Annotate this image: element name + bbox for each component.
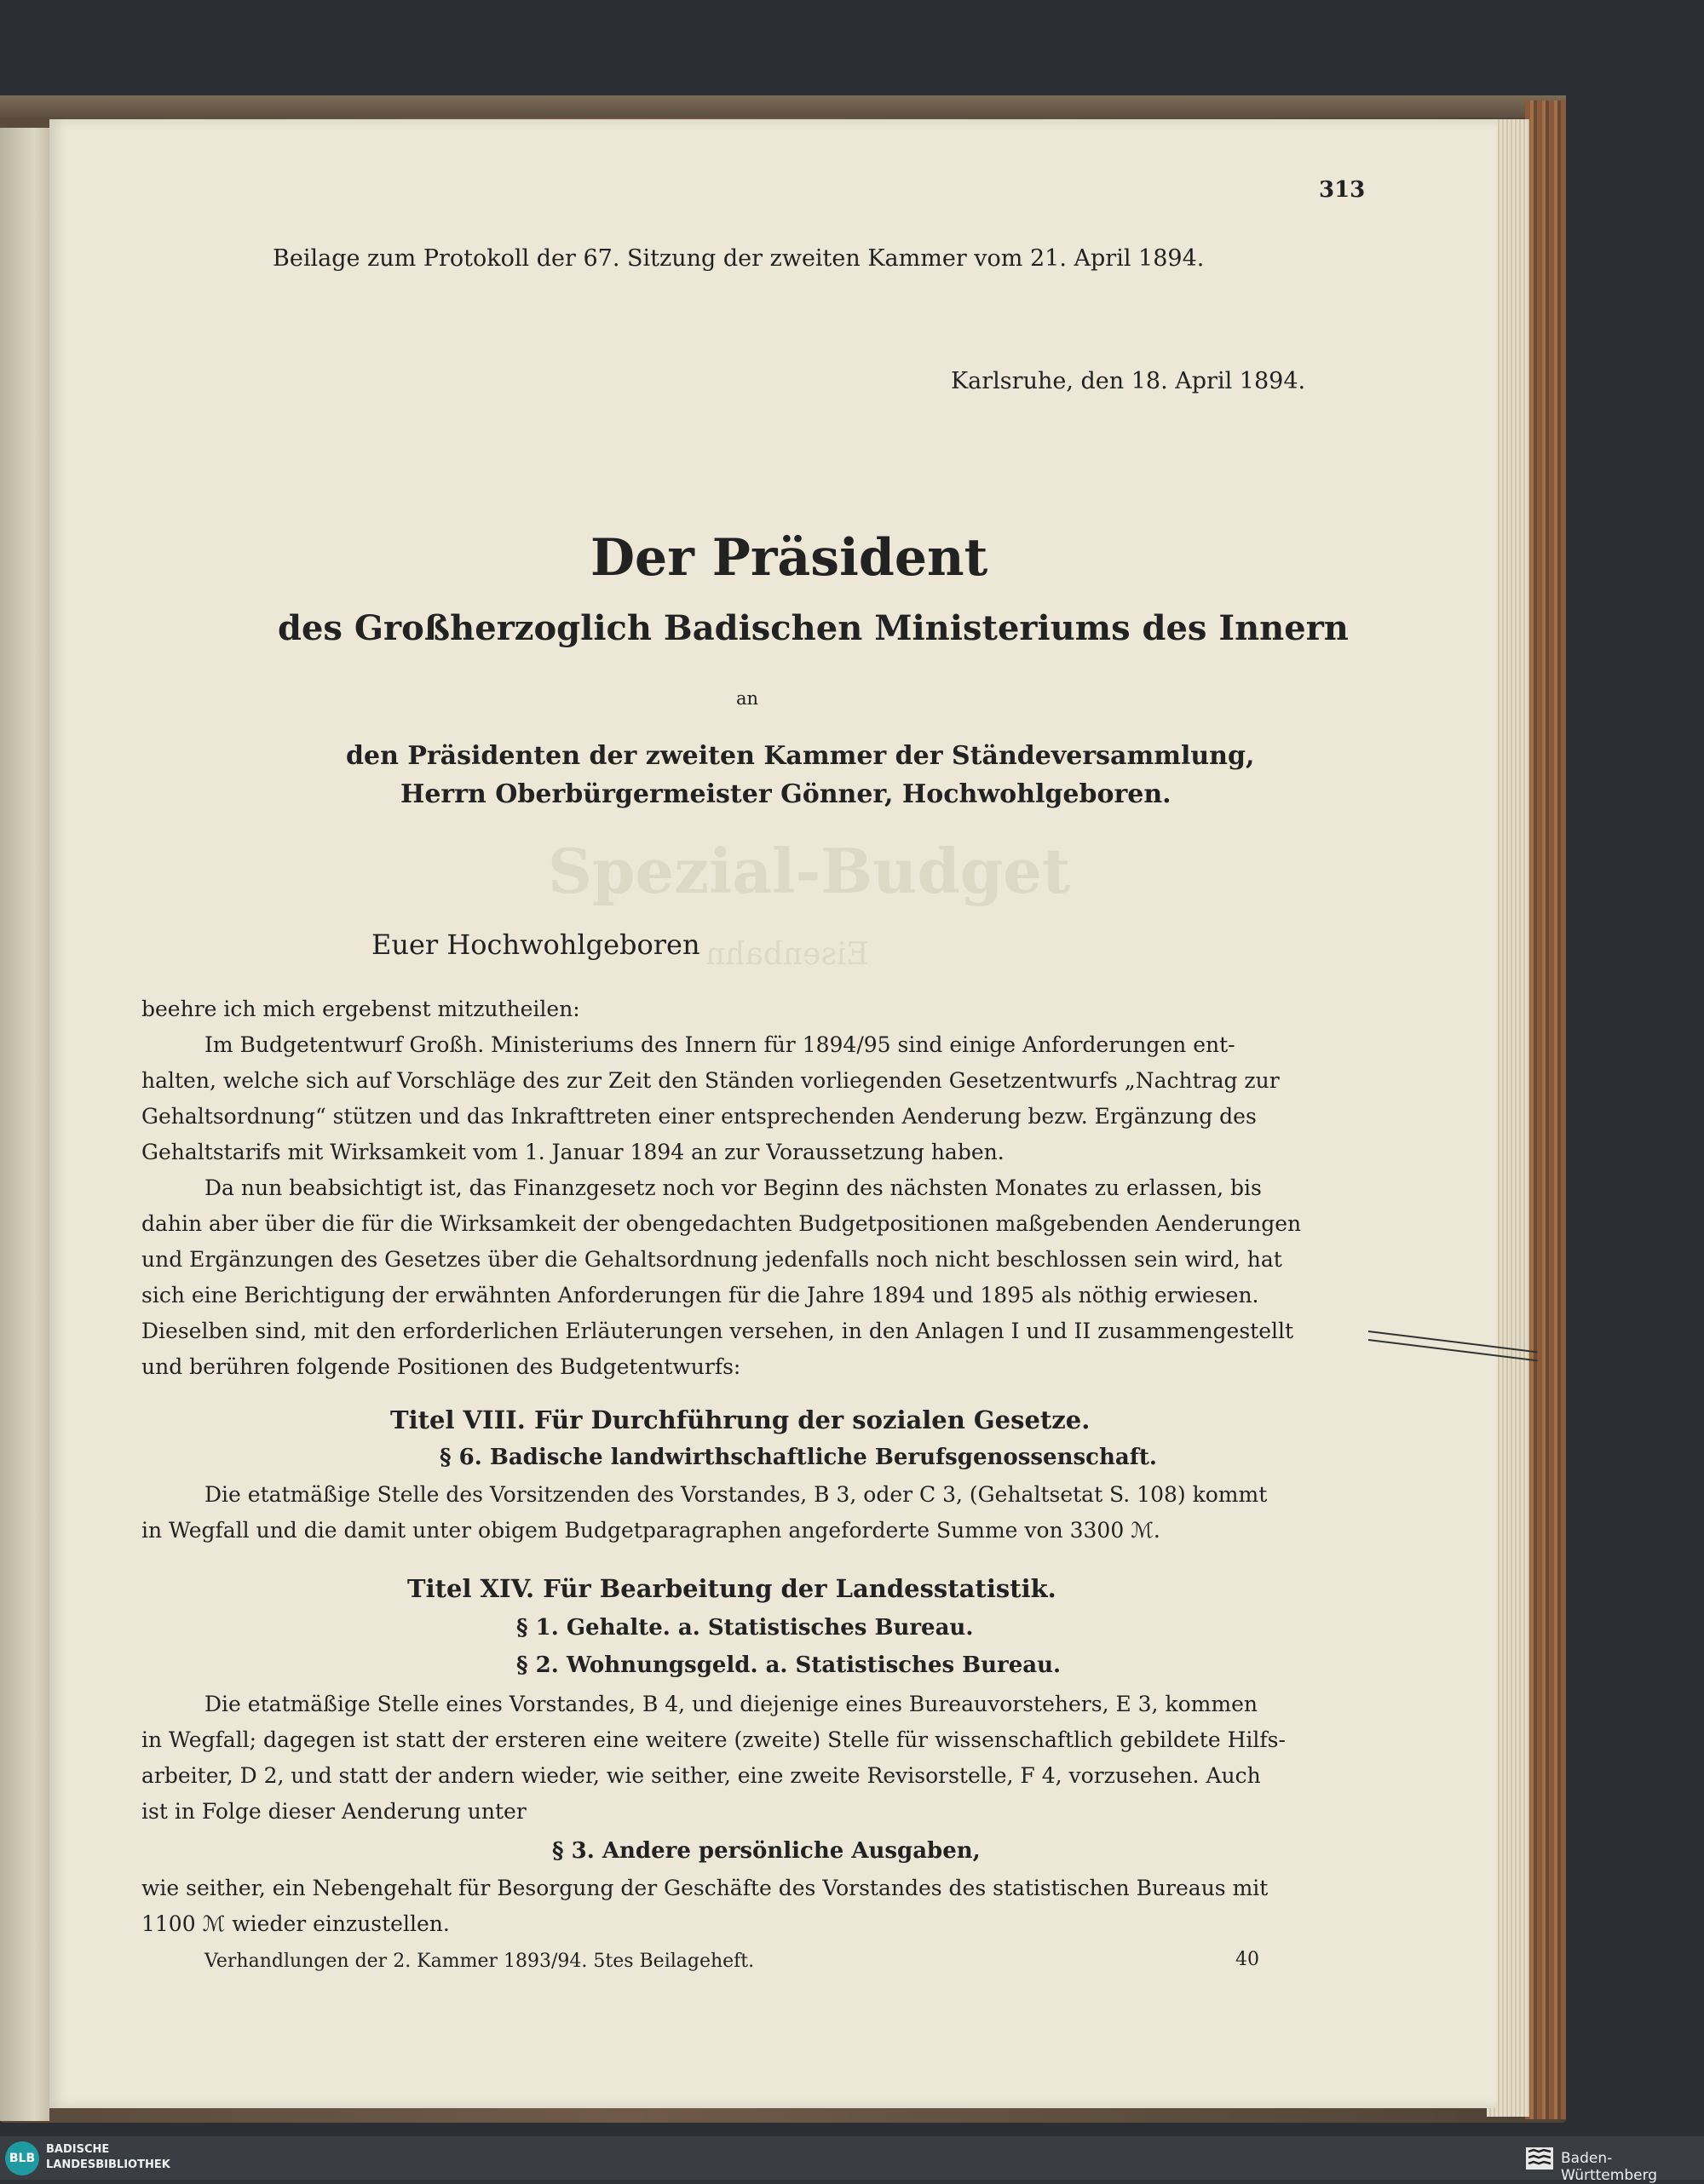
body-line: Da nun beabsichtigt ist, das Finanzgesetz noch vor Beginn des nächsten Monates zu erlassen, bis [204, 1175, 1262, 1200]
section-heading-titel-viii: Titel VIII. Für Durchführung der sozialen Gesetze. [390, 1405, 1091, 1434]
body-line: in Wegfall; dagegen ist statt der ersteren eine weitere (zweite) Stelle für wissenschaftlich gebildete Hilfs- [141, 1727, 1286, 1752]
body-line: 1100 ℳ wieder einzustellen. [141, 1911, 450, 1936]
document-page [49, 119, 1498, 2108]
baden-wuerttemberg-coat-of-arms-icon [1525, 2145, 1554, 2172]
recipient-line-2: Herrn Oberbürgermeister Gönner, Hochwohlgeboren. [400, 779, 1172, 809]
recipient-line-1: den Präsidenten der zweiten Kammer der Ständeversammlung, [346, 741, 1255, 771]
library-name-line-1: BADISCHE [46, 2143, 110, 2156]
viewer-footer-bar [0, 2136, 1704, 2180]
body-line: dahin aber über die für die Wirksamkeit der obengedachten Budgetpositionen maßgebenden Aenderungen [141, 1211, 1302, 1236]
body-line: sich eine Berichtigung der erwähnten Anforderungen für die Jahre 1894 und 1895 als nöthig erwiesen. [141, 1283, 1259, 1308]
place-date: Karlsruhe, den 18. April 1894. [951, 368, 1306, 394]
library-name-line-2: LANDESBIBLIOTHEK [46, 2158, 170, 2171]
body-line: Gehaltsordnung“ stützen und das Inkrafttreten einer entsprechenden Aenderung bezw. Ergänzung des [141, 1104, 1257, 1129]
body-line: wie seither, ein Nebengehalt für Besorgung der Geschäfte des Vorstandes des statistischen Bureaus mit [141, 1876, 1269, 1900]
book-spine-edge [1525, 101, 1566, 2119]
paragraph-heading-3: § 3. Andere persönliche Ausgaben, [552, 1838, 981, 1864]
page-footer-right: 40 [1235, 1949, 1259, 1970]
header-line: Beilage zum Protokoll der 67. Sitzung der zweiten Kammer vom 21. April 1894. [273, 245, 1205, 272]
document-title: Der Präsident [590, 528, 988, 588]
body-line: Die etatmäßige Stelle des Vorsitzenden des Vorstandes, B 3, oder C 3, (Gehaltsetat S. 108) kommt [204, 1482, 1268, 1507]
paragraph-heading-6: § 6. Badische landwirthschaftliche Berufsgenossenschaft. [440, 1445, 1157, 1470]
page-footer-left: Verhandlungen der 2. Kammer 1893/94. 5tes Beilageheft. [204, 1951, 755, 1972]
section-heading-titel-xiv: Titel XIV. Für Bearbeitung der Landesstatistik. [407, 1574, 1056, 1603]
library-name[interactable] [46, 2142, 170, 2173]
body-line: in Wegfall und die damit unter obigem Budgetparagraphen angeforderte Summe von 3300 ℳ. [141, 1518, 1160, 1543]
book-cover-top [0, 95, 1566, 118]
body-line: beehre ich mich ergebenst mitzutheilen: [141, 997, 580, 1021]
body-line: und Ergänzungen des Gesetzes über die Gehaltsordnung jedenfalls noch nicht beschlossen sein wird, hat [141, 1247, 1282, 1272]
body-line: Gehaltstarifs mit Wirksamkeit vom 1. Januar 1894 an zur Voraussetzung haben. [141, 1140, 1005, 1164]
body-line: Im Budgetentwurf Großh. Ministeriums des Innern für 1894/95 sind einige Anforderungen ent- [204, 1032, 1235, 1057]
bleed-through-heading: Spezial-Budget [548, 835, 1071, 907]
state-label[interactable]: Baden-Württemberg [1561, 2150, 1658, 2184]
page-number: 313 [1319, 177, 1366, 203]
an-label: an [736, 688, 759, 709]
body-line: arbeiter, D 2, und statt der andern wieder, wie seither, eine zweite Revisorstelle, F 4, vorzusehen. Auch [141, 1763, 1261, 1788]
body-line: halten, welche sich auf Vorschläge des zur Zeit den Ständen vorliegenden Gesetzentwurfs „Nachtrag zur [141, 1068, 1280, 1093]
body-line: Dieselben sind, mit den erforderlichen Erläuterungen versehen, in den Anlagen I und II zusammengestellt [141, 1319, 1294, 1343]
body-line: und berühren folgende Positionen des Budgetentwurfs: [141, 1354, 741, 1379]
document-subtitle: des Großherzoglich Badischen Ministeriums des Innern [278, 608, 1349, 648]
body-line: ist in Folge dieser Aenderung unter [141, 1799, 527, 1824]
paragraph-heading-1: § 1. Gehalte. a. Statistisches Bureau. [516, 1615, 974, 1641]
body-line: Die etatmäßige Stelle eines Vorstandes, B 4, und diejenige eines Bureauvorstehers, E 3, kommen [204, 1692, 1258, 1716]
blb-logo-icon[interactable]: BLB [5, 2141, 39, 2175]
left-page-gutter [0, 128, 49, 2121]
paragraph-heading-2: § 2. Wohnungsgeld. a. Statistisches Bureau. [516, 1652, 1062, 1678]
salutation: Euer Hochwohlgeboren [371, 928, 700, 961]
bleed-through-subheading: Eisenbahn [705, 937, 869, 972]
